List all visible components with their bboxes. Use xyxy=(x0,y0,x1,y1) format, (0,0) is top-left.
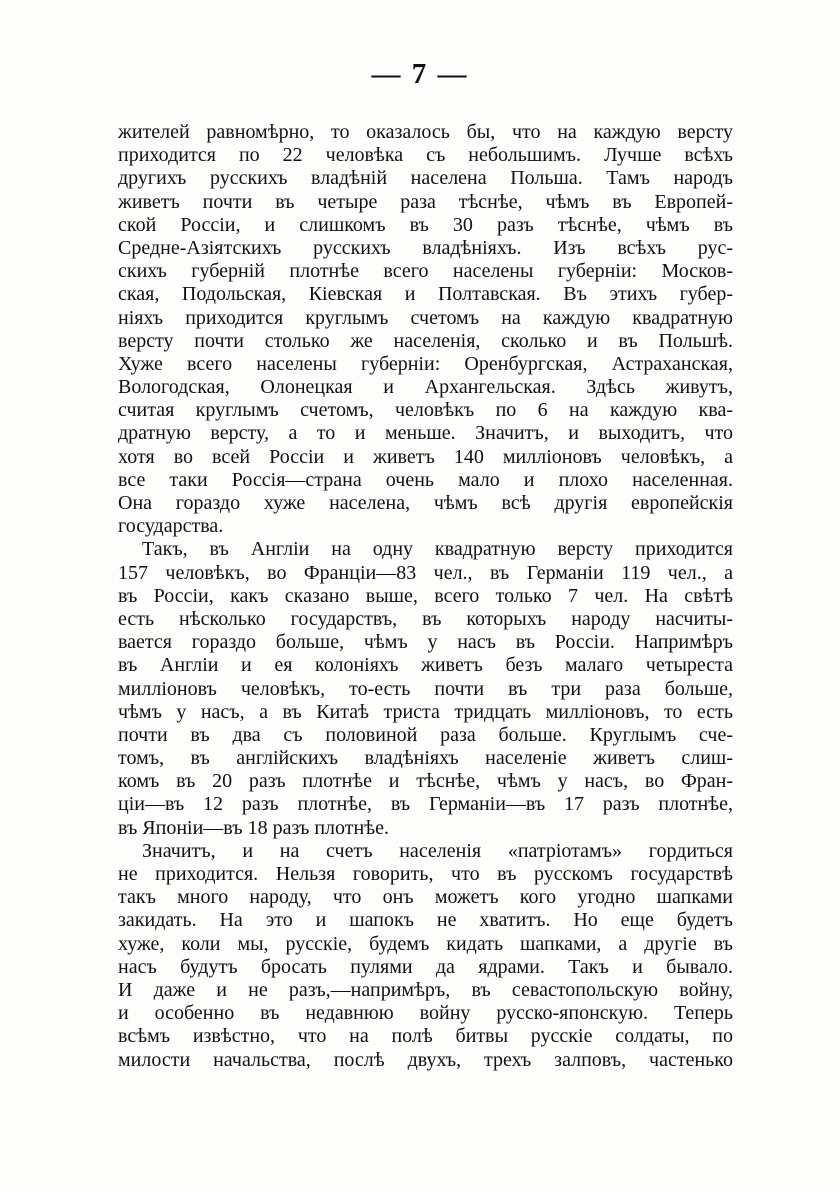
text-line: все таки Россія—страна очень мало и плохо населенная. xyxy=(118,468,733,491)
text-line: дратную версту, а то и меньше. Значитъ, и выходитъ, что xyxy=(118,422,733,445)
text-line: хуже, коли мы, русскіе, будемъ кидать шапками, а другіе въ xyxy=(118,932,733,955)
text-line: жителей равномѣрно, то оказалось бы, что на каждую версту xyxy=(118,121,733,143)
text-line: закидать. На это и шапокъ не хватитъ. Но еще будетъ xyxy=(118,909,733,932)
text-line: считая круглымъ счетомъ, человѣкъ по 6 на каждую ква- xyxy=(118,399,733,422)
text-line: 157 человѣкъ, во Франціи—83 чел., въ Германіи 119 чел., а xyxy=(118,561,733,584)
text-line: И даже и не разъ,—напримѣръ, въ севастопольскую войну, xyxy=(118,978,733,1001)
text-line: хотя во всей Россіи и живетъ 140 милліоновъ человѣкъ, а xyxy=(118,445,733,468)
text-line: Средне-Азіятскихъ русскихъ владѣніяхъ. Изъ всѣхъ рус- xyxy=(118,236,733,259)
text-line: ціи—въ 12 разъ плотнѣе, въ Германіи—въ 17 разъ плотнѣе, xyxy=(118,793,733,816)
text-line: въ Англіи и ея колоніяхъ живетъ безъ малаго четыреста xyxy=(118,654,733,677)
text-line: почти въ два съ половиной раза больше. Круглымъ сче- xyxy=(118,723,733,746)
text-line: ской Россіи, и слишкомъ въ 30 разъ тѣснѣе, чѣмъ въ xyxy=(118,213,733,236)
text-line: милости начальства, послѣ двухъ, трехъ залповъ, частенько xyxy=(118,1048,733,1071)
text-line: есть нѣсколько государствъ, въ которыхъ народу насчиты- xyxy=(118,607,733,630)
text-line: въ Японіи—въ 18 разъ плотнѣе. xyxy=(118,816,389,839)
body-text xyxy=(118,121,733,1072)
text-line: всѣмъ извѣстно, что на полѣ битвы русскіе солдаты, по xyxy=(118,1025,733,1048)
text-line: вается гораздо больше, чѣмъ у насъ въ Россіи. Напримѣръ xyxy=(118,631,733,654)
text-line: Такъ, въ Англіи на одну квадратную версту приходится xyxy=(142,538,733,561)
text-line: и особенно въ недавнюю войну русско-японскую. Теперь xyxy=(118,1002,733,1025)
text-line: версту почти столько же населенія, сколько и въ Польшѣ. xyxy=(118,329,733,352)
text-line: милліоновъ человѣкъ, то-есть почти въ три раза больше, xyxy=(118,677,733,700)
text-line: въ Россіи, какъ сказано выше, всего только 7 чел. На свѣтѣ xyxy=(118,584,733,607)
page-number: — 7 — xyxy=(371,58,469,90)
text-line: насъ будутъ бросать пулями да ядрами. Такъ и бывало. xyxy=(118,955,733,978)
text-line: приходится по 22 человѣка съ небольшимъ. Лучше всѣхъ xyxy=(118,144,733,167)
text-line: не приходится. Нельзя говорить, что въ русскомъ государствѣ xyxy=(118,863,733,885)
text-line: томъ, въ англійскихъ владѣніяхъ населеніе живетъ слиш- xyxy=(118,747,733,770)
text-line: живетъ почти въ четыре раза тѣснѣе, чѣмъ въ Европей- xyxy=(118,190,733,213)
text-line: другихъ русскихъ владѣній населена Польша. Тамъ народъ xyxy=(118,167,733,190)
text-line: Хуже всего населены губерніи: Оренбургская, Астраханская, xyxy=(118,352,733,375)
text-line: Значитъ, и на счетъ населенія «патріотамъ» гордиться xyxy=(142,839,733,862)
text-line: скихъ губерній плотнѣе всего населены губерніи: Москов- xyxy=(118,260,733,283)
text-line: государства. xyxy=(118,515,224,538)
text-line: ніяхъ приходится круглымъ счетомъ на каждую квадратную xyxy=(118,306,733,329)
text-line: Она гораздо хуже населена, чѣмъ всѣ другія европейскія xyxy=(118,492,733,514)
text-line: комъ въ 20 разъ плотнѣе и тѣснѣе, чѣмъ у насъ, во Фран- xyxy=(118,770,733,793)
text-line: ская, Подольская, Кіевская и Полтавская. Въ этихъ губер- xyxy=(118,283,733,306)
text-line: Вологодская, Олонецкая и Архангельская. Здѣсь живутъ, xyxy=(118,376,733,399)
text-line: чѣмъ у насъ, а въ Китаѣ триста тридцать милліоновъ, то есть xyxy=(118,700,733,723)
text-line: такъ много народу, что онъ можетъ кого угодно шапками xyxy=(118,886,733,909)
